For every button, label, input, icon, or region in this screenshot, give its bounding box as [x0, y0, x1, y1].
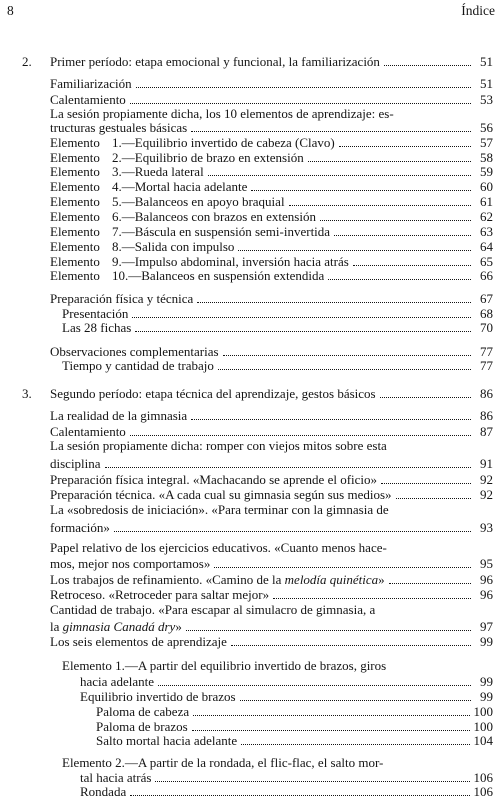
element-entry [50, 209, 493, 224]
section-title-entry [50, 386, 493, 401]
toc-entry [50, 619, 493, 634]
page-ref: 77 [480, 358, 493, 373]
entry-text: Calentamiento [50, 424, 126, 439]
dot-leader [130, 794, 469, 796]
entry-text: » [378, 572, 385, 587]
toc-entry [50, 487, 493, 502]
entry-text: 6.—Balanceos con brazos en extensión [112, 209, 316, 224]
section-title-entry [50, 54, 493, 69]
page-ref: 104 [473, 733, 493, 748]
toc-entry [80, 689, 493, 704]
entry-text: La realidad de la gimnasia [50, 408, 188, 423]
dot-leader [339, 145, 471, 147]
dot-leader [192, 729, 470, 731]
dot-leader [105, 466, 471, 468]
entry-text-italic: melodía quinética [284, 572, 379, 587]
page-ref: 99 [480, 634, 493, 649]
element-entry [50, 179, 493, 194]
page-ref: 86 [480, 408, 493, 423]
entry-text: 7.—Báscula en suspensión semi-invertida [112, 224, 331, 239]
entry-text: Preparación física y técnica [50, 291, 194, 306]
dot-leader [289, 204, 471, 206]
entry-text: La «sobredosis de iniciación». «Para terminar con la gimnasia de [50, 502, 389, 517]
element-label: Elemento [50, 179, 100, 194]
dot-leader [273, 597, 471, 599]
page-ref: 99 [480, 689, 493, 704]
element-entry [50, 164, 493, 179]
toc-entry-line [50, 602, 493, 617]
page-ref: 87 [480, 424, 493, 439]
dot-leader [381, 482, 471, 484]
element-entry [50, 150, 493, 165]
toc-entry [80, 674, 493, 689]
dot-leader [389, 582, 471, 584]
entry-text: Elemento 1.—A partir del equilibrio invertido de brazos, giros [62, 658, 387, 673]
dot-leader [353, 264, 471, 266]
element-entry [50, 194, 493, 209]
toc-entry [62, 306, 493, 321]
entry-text: Calentamiento [50, 92, 126, 107]
page-ref: 99 [480, 674, 493, 689]
page-ref: 51 [480, 76, 493, 91]
entry-text: Los trabajos de refinamiento. «Camino de la [50, 572, 285, 587]
dot-leader [240, 699, 471, 701]
dot-leader [334, 234, 471, 236]
toc-entry [50, 556, 493, 571]
entry-text: Elemento 2.—A partir de la rondada, el flic-flac, el salto mor- [62, 755, 384, 770]
page-ref: 91 [480, 456, 493, 471]
page-ref: 61 [480, 194, 493, 209]
element-label: Elemento [50, 268, 100, 283]
page-ref: 57 [480, 135, 493, 150]
dot-leader [223, 354, 471, 356]
entry-text: 4.—Mortal hacia adelante [112, 179, 248, 194]
entry-text: 9.—Impulso abdominal, inversión hacia atrás [112, 254, 349, 269]
entry-text: hacia adelante [80, 674, 154, 689]
entry-text: Observaciones complementarias [50, 344, 219, 359]
page-ref: 93 [480, 520, 493, 535]
toc-entry-line [62, 658, 493, 673]
entry-text: Los seis elementos de aprendizaje [50, 634, 227, 649]
page-ref: 100 [473, 704, 493, 719]
entry-text: Retroceso. «Retroceder para saltar mejor» [50, 587, 270, 602]
element-label: Elemento [50, 150, 100, 165]
dot-leader [214, 566, 471, 568]
page-ref: 92 [480, 487, 493, 502]
toc-entry [50, 520, 493, 535]
section-number: 2. [22, 54, 32, 69]
toc-entry [50, 634, 493, 649]
toc-entry [50, 120, 493, 135]
dot-leader [191, 130, 471, 132]
page-ref: 58 [480, 150, 493, 165]
toc-entry-line [50, 106, 493, 121]
toc-entry-line [50, 502, 493, 517]
element-entry [50, 224, 493, 239]
element-label: Elemento [50, 209, 100, 224]
entry-text: Paloma de brazos [96, 719, 188, 734]
entry-text: Paloma de cabeza [96, 704, 190, 719]
entry-text: Las 28 fichas [62, 320, 132, 335]
toc-entry [50, 424, 493, 439]
toc-entry [50, 76, 493, 91]
dot-leader [197, 301, 471, 303]
entry-text: 3.—Rueda lateral [112, 164, 204, 179]
dot-leader [191, 418, 471, 420]
dot-leader [208, 174, 471, 176]
toc-entry [96, 733, 493, 748]
page-ref: 66 [480, 268, 493, 283]
entry-text: Rondada [80, 784, 127, 799]
page-ref: 106 [473, 784, 493, 799]
element-entry [50, 239, 493, 254]
page-ref: 96 [480, 587, 493, 602]
entry-text: Preparación física integral. «Machacando se aprende el oficio» [50, 472, 378, 487]
toc-entry [50, 456, 493, 471]
toc-entry [50, 92, 493, 107]
dot-leader [231, 644, 471, 646]
element-entry [50, 268, 493, 283]
dot-leader [193, 714, 469, 716]
page-ref: 63 [480, 224, 493, 239]
element-label: Elemento [50, 164, 100, 179]
element-label: Elemento [50, 254, 100, 269]
entry-text: La sesión propiamente dicha, los 10 elementos de aprendizaje: es- [50, 106, 394, 121]
element-label: Elemento [50, 224, 100, 239]
entry-text: la [50, 619, 63, 634]
section-number: 3. [22, 386, 32, 401]
page-ref: 92 [480, 472, 493, 487]
dot-leader [218, 368, 471, 370]
dot-leader [238, 249, 471, 251]
entry-text: Cantidad de trabajo. «Para escapar al simulacro de gimnasia, a [50, 602, 376, 617]
entry-text: Equilibrio invertido de brazos [80, 689, 236, 704]
element-label: Elemento [50, 135, 100, 150]
page-ref: 64 [480, 239, 493, 254]
entry-text: 5.—Balanceos en apoyo braquial [112, 194, 285, 209]
entry-text-italic: gimnasia Canadá dry [62, 619, 176, 634]
page-ref: 70 [480, 320, 493, 335]
dot-leader [328, 278, 471, 280]
page-ref: 65 [480, 254, 493, 269]
dot-leader [158, 684, 471, 686]
dot-leader [320, 219, 471, 221]
page-ref: 60 [480, 179, 493, 194]
section-title: Segundo período: etapa técnica del aprendizaje, gestos básicos [50, 386, 376, 401]
entry-text: Salto mortal hacia adelante [96, 733, 238, 748]
element-label: Elemento [50, 239, 100, 254]
dot-leader [135, 330, 471, 332]
page-ref: 100 [473, 719, 493, 734]
entry-text: tructuras gestuales básicas [50, 120, 188, 135]
page-number: 8 [7, 3, 14, 18]
dot-leader [132, 316, 471, 318]
entry-text: La sesión propiamente dicha: romper con viejos mitos sobre esta [50, 438, 387, 453]
dot-leader [241, 743, 469, 745]
entry-text: Preparación técnica. «A cada cual su gimnasia según sus medios» [50, 487, 392, 502]
entry-text: 8.—Salida con impulso [112, 239, 235, 254]
entry-text: 10.—Balanceos en suspensión extendida [112, 268, 325, 283]
dot-leader [251, 189, 471, 191]
page-ref: 67 [480, 291, 493, 306]
page-ref: 68 [480, 306, 493, 321]
toc-entry [50, 344, 493, 359]
section-title: Primer período: etapa emocional y funcional, la familiarización [50, 54, 380, 69]
page-ref: 51 [480, 54, 493, 69]
toc-entry [62, 320, 493, 335]
entry-text: disciplina [50, 456, 101, 471]
page-ref: 53 [480, 92, 493, 107]
toc-entry [96, 704, 493, 719]
toc-entry [50, 408, 493, 423]
dot-leader [308, 160, 471, 162]
page-ref: 97 [480, 619, 493, 634]
toc-entry-line [50, 438, 493, 453]
toc-entry [50, 572, 493, 587]
page-ref: 96 [480, 572, 493, 587]
toc-entry [50, 587, 493, 602]
toc-entry [50, 291, 493, 306]
dot-leader [114, 530, 471, 532]
running-head: Índice [461, 3, 495, 18]
toc-entry-line [62, 755, 493, 770]
page-ref: 86 [480, 386, 493, 401]
entry-text: formación» [50, 520, 110, 535]
toc-entry [80, 784, 493, 799]
entry-text: mos, mejor nos comportamos» [50, 556, 211, 571]
toc-entry [96, 719, 493, 734]
toc-entry [80, 770, 493, 785]
page-ref: 56 [480, 120, 493, 135]
page-ref: 95 [480, 556, 493, 571]
entry-text: » [175, 619, 182, 634]
dot-leader [130, 434, 471, 436]
dot-leader [380, 396, 471, 398]
entry-text: Familiarización [50, 76, 132, 91]
page-ref: 106 [473, 770, 493, 785]
element-entry [50, 254, 493, 269]
element-label: Elemento [50, 194, 100, 209]
entry-text: Papel relativo de los ejercicios educativos. «Cuanto menos hace- [50, 540, 387, 555]
page-ref: 77 [480, 344, 493, 359]
element-entry [50, 135, 493, 150]
page-ref: 62 [480, 209, 493, 224]
entry-text: 2.—Equilibrio de brazo en extensión [112, 150, 304, 165]
toc-entry [50, 472, 493, 487]
entry-text: tal hacia atrás [80, 770, 152, 785]
dot-leader [136, 86, 471, 88]
dot-leader [130, 102, 471, 104]
entry-text: Tiempo y cantidad de trabajo [62, 358, 214, 373]
dot-leader [155, 780, 469, 782]
dot-leader [186, 629, 471, 631]
dot-leader [396, 497, 471, 499]
dot-leader [384, 64, 471, 66]
entry-text: 1.—Equilibrio invertido de cabeza (Clavo) [112, 135, 335, 150]
page-ref: 59 [480, 164, 493, 179]
toc-entry-line [50, 540, 493, 555]
entry-text: Presentación [62, 306, 129, 321]
toc-entry [62, 358, 493, 373]
